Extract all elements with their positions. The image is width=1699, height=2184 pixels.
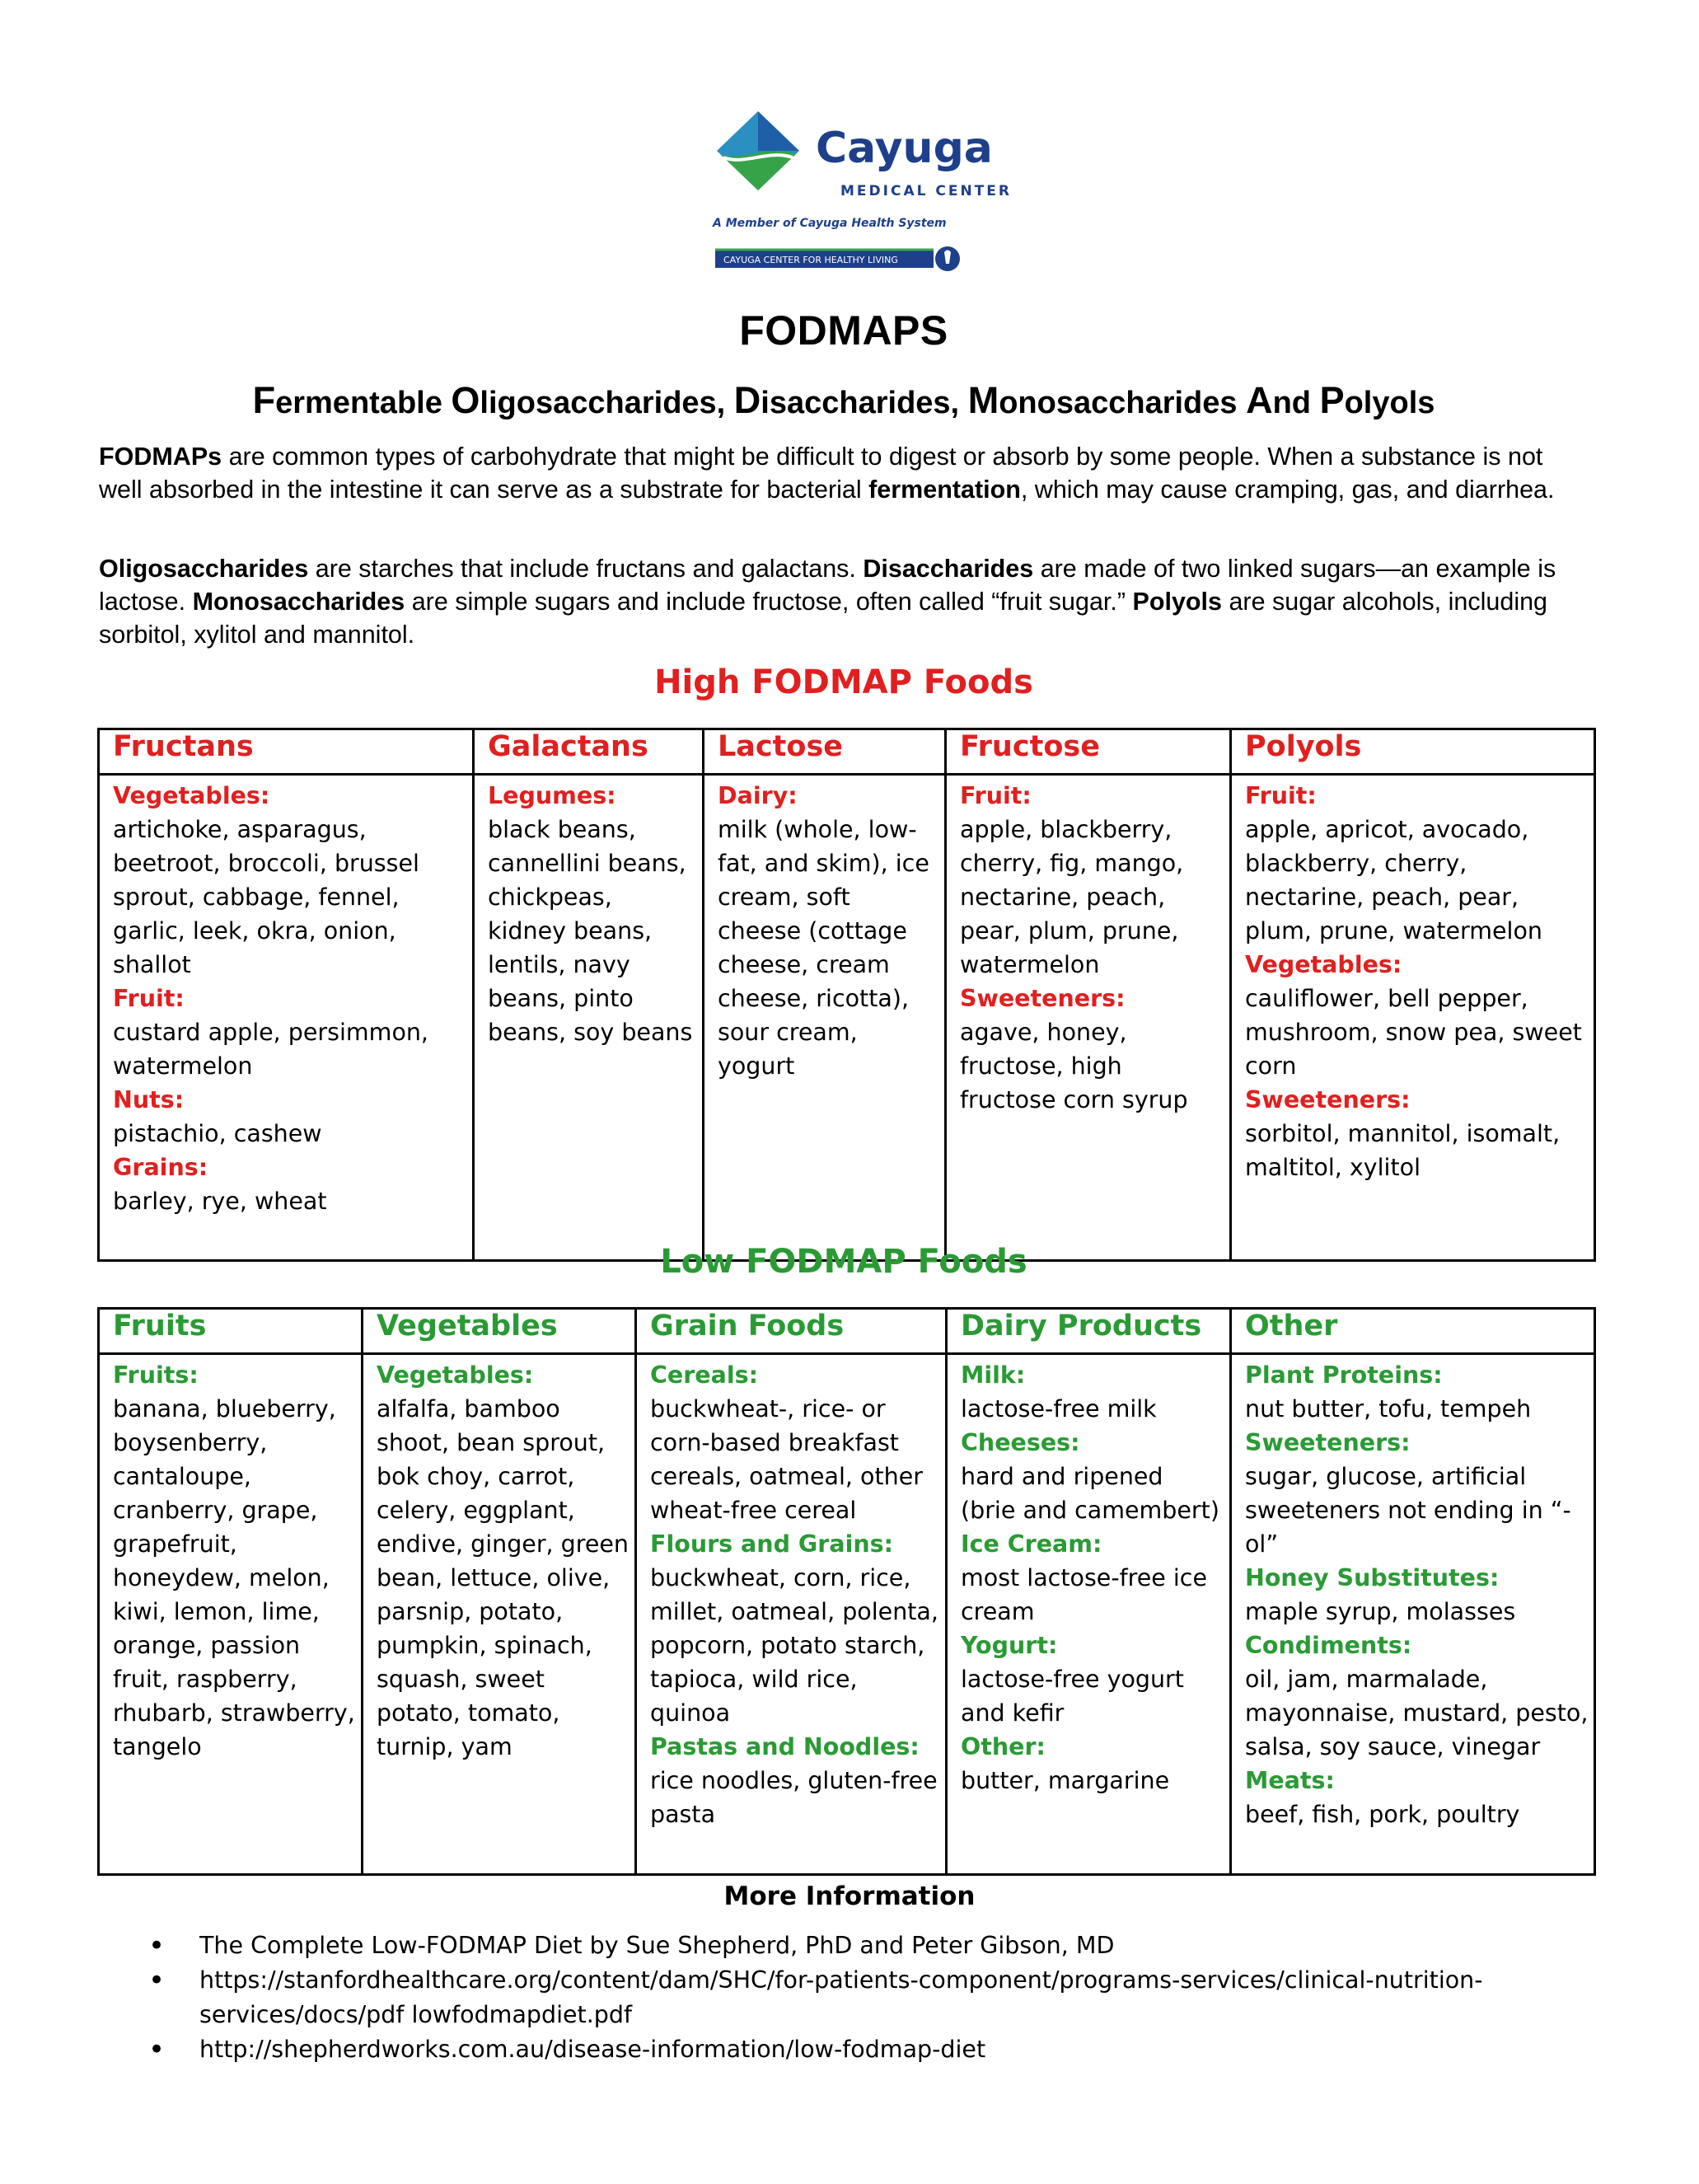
category-label: Fruits: [113, 1361, 199, 1389]
subtitle-text: onosaccharides [999, 386, 1247, 420]
category-items: lactose-free milk [961, 1395, 1157, 1422]
category-items: nut butter, tofu, tempeh [1245, 1395, 1532, 1422]
category-label: Legumes: [488, 782, 616, 809]
category-label: Fruit: [113, 985, 185, 1012]
category-items: barley, rye, wheat [113, 1188, 327, 1215]
category-label: Vegetables: [1245, 951, 1402, 978]
low-fodmap-table [97, 1307, 1596, 1876]
list-item: • The Complete Low-FODMAP Diet by Sue Shepherd, PhD and Peter Gibson, MD [148, 1929, 1516, 1963]
category-label: Nuts: [113, 1086, 185, 1113]
page-subtitle [0, 379, 1687, 422]
low-fodmap-heading: Low FODMAP Foods [660, 1243, 1027, 1281]
category-items: apple, blackberry, cherry, fig, mango, nectarine, peach, pear, plum, prune, watermelon [960, 816, 1184, 978]
term-bold: Monosaccharides [192, 588, 405, 616]
category-items: pistachio, cashew [113, 1120, 322, 1147]
subtitle-capital: M [967, 379, 999, 421]
paragraph-text: are common types of carbohydrate that might be difficult to digest or absorb by some people. When a substance is not well absorbed in the intestine it can serve as a substrate for bacterial [99, 443, 1543, 504]
column-header: Lactose [704, 729, 946, 775]
category-label: Fruit: [1245, 782, 1317, 809]
category-items: artichoke, asparagus, beetroot, broccoli, brussel sprout, cabbage, fennel, garlic, leek, okra, onion, shallot [113, 816, 419, 978]
category-items: hard and ripened (brie and camembert) [961, 1463, 1219, 1524]
subtitle-capital: P [1319, 379, 1345, 421]
category-items: oil, jam, marmalade, mayonnaise, mustard, pesto, salsa, soy sauce, vinegar [1245, 1666, 1589, 1760]
category-items: buckwheat, corn, rice, millet, oatmeal, polenta, popcorn, potato starch, tapioca, wild rice, quinoa [650, 1564, 938, 1727]
term-bold: Oligosaccharides [99, 555, 309, 583]
paragraph-text: are sugar alcohols, including sorbitol, xylitol and mannitol. [99, 588, 1548, 649]
subtitle-text: nd [1272, 386, 1320, 420]
category-label: Yogurt: [961, 1632, 1058, 1659]
column-header: Galactans [474, 729, 704, 775]
category-label: Sweeteners: [1245, 1429, 1411, 1456]
category-label: Pastas and Noodles: [650, 1733, 920, 1760]
category-label: Cereals: [650, 1361, 758, 1389]
category-items: sorbitol, mannitol, isomalt, maltitol, xylitol [1245, 1120, 1561, 1181]
table-cell [1231, 775, 1595, 1261]
category-label: Honey Substitutes: [1245, 1564, 1500, 1591]
table-cell [99, 1354, 363, 1875]
category-label: Meats: [1245, 1767, 1335, 1794]
category-label: Ice Cream: [961, 1530, 1102, 1558]
subtitle-text: ermentable [275, 386, 452, 420]
subtitle-capital: D [733, 379, 761, 421]
intro-paragraph-1 [99, 440, 1590, 506]
subtitle-capital: F [252, 379, 276, 421]
logo-banner: CAYUGA CENTER FOR HEALTHY LIVING [723, 255, 898, 265]
category-items: maple syrup, molasses [1245, 1598, 1516, 1625]
column-header: Fructose [946, 729, 1231, 775]
column-header: Grain Foods [636, 1309, 947, 1354]
logo-graphic [709, 103, 1012, 276]
table-cell [636, 1354, 947, 1875]
list-item: • https://stanfordhealthcare.org/content/dam/SHC/for-patients-component/programs-services/clinical-nutrition-services/docs/pdf lowfodmapdiet.pdf [148, 1963, 1516, 2032]
logo-member: A Member of Cayuga Health System [713, 217, 947, 230]
category-label: Vegetables: [377, 1361, 534, 1389]
more-info-heading: More Information [723, 1882, 976, 1911]
category-items: custard apple, persimmon, watermelon [113, 1019, 428, 1080]
logo-name: Cayuga [816, 124, 993, 173]
table-cell [947, 1354, 1231, 1875]
subtitle-text: isaccharides, [761, 386, 968, 420]
term-bold: Disaccharides [863, 555, 1034, 583]
column-header: Other [1231, 1309, 1595, 1354]
paragraph-text: are simple sugars and include fructose, often called “fruit sugar.” [405, 588, 1133, 616]
category-label: Milk: [961, 1361, 1026, 1389]
table-cell [99, 775, 474, 1261]
category-label: Vegetables: [113, 782, 270, 809]
column-header: Vegetables [363, 1309, 636, 1354]
category-label: Flours and Grains: [650, 1530, 893, 1558]
category-label: Sweeteners: [1245, 1086, 1411, 1113]
subtitle-capital: O [451, 379, 480, 421]
category-items: agave, honey, fructose, high fructose corn syrup [960, 1019, 1188, 1113]
category-label: Sweeteners: [960, 985, 1126, 1012]
table-cell [363, 1354, 636, 1875]
paragraph-text: are made of two linked sugars—an example is lactose. [99, 555, 1556, 616]
category-label: Condiments: [1245, 1632, 1412, 1659]
subtitle-text: ligosaccharides, [480, 386, 734, 420]
category-label: Cheeses: [961, 1429, 1080, 1456]
category-label: Fruit: [960, 782, 1032, 809]
page-title: FODMAPS [739, 307, 948, 354]
category-items: most lactose-free ice cream [961, 1564, 1207, 1625]
category-items: black beans, cannellini beans, chickpeas, kidney beans, lentils, navy beans, pinto beans, soy beans [488, 816, 693, 1046]
table-cell [1231, 1354, 1595, 1875]
term-bold: FODMAPs [99, 443, 222, 471]
term-bold: Polyols [1132, 588, 1222, 616]
column-header: Polyols [1231, 729, 1595, 775]
term-bold: fermentation [868, 476, 1021, 504]
category-label: Grains: [113, 1154, 208, 1181]
category-items: rice noodles, gluten-free pasta [650, 1767, 938, 1828]
logo-sub: MEDICAL CENTER [840, 183, 1012, 199]
column-header: Fruits [99, 1309, 363, 1354]
paragraph-text: are starches that include fructans and galactans. [308, 555, 864, 583]
high-fodmap-table [97, 728, 1596, 1262]
category-items: buckwheat-, rice- or corn-based breakfast cereals, oatmeal, other wheat-free cereal [650, 1395, 923, 1524]
category-items: sugar, glucose, artificial sweeteners not ending in “-ol” [1245, 1463, 1571, 1558]
category-items: alfalfa, bamboo shoot, bean sprout, bok choy, carrot, celery, eggplant, endive, ginger, green bean, lettuce, olive, parsnip, potato, pumpkin, spinach, squash, sweet potato, tomato, turnip, yam [377, 1395, 629, 1760]
paragraph-text: , which may cause cramping, gas, and diarrhea. [1020, 476, 1555, 504]
category-items: cauliflower, bell pepper, mushroom, snow pea, sweet corn [1245, 985, 1582, 1080]
category-items: butter, margarine [961, 1767, 1170, 1794]
list-item: • http://shepherdworks.com.au/disease-information/low-fodmap-diet [148, 2032, 1516, 2067]
category-label: Plant Proteins: [1245, 1361, 1443, 1389]
category-items: beef, fish, pork, poultry [1245, 1801, 1520, 1828]
column-header: Fructans [99, 729, 474, 775]
intro-paragraph-2 [99, 552, 1590, 651]
high-fodmap-heading: High FODMAP Foods [654, 663, 1033, 701]
table-cell [704, 775, 946, 1261]
category-label: Dairy: [718, 782, 798, 809]
cayuga-logo [709, 103, 1012, 276]
subtitle-capital: A [1246, 379, 1273, 421]
table-cell [474, 775, 704, 1261]
category-label: Other: [961, 1733, 1046, 1760]
more-info-list [148, 1929, 1516, 2067]
category-items: milk (whole, low-fat, and skim), ice cream, soft cheese (cottage cheese, cream cheese, ricotta), sour cream, yogurt [718, 816, 929, 1080]
table-cell [946, 775, 1231, 1261]
category-items: banana, blueberry, boysenberry, cantaloupe, cranberry, grape, grapefruit, honeydew, melon, kiwi, lemon, lime, orange, passion fruit, raspberry, rhubarb, strawberry, tangelo [113, 1395, 355, 1760]
column-header: Dairy Products [947, 1309, 1231, 1354]
category-items: lactose-free yogurt and kefir [961, 1666, 1184, 1727]
category-items: apple, apricot, avocado, blackberry, cherry, nectarine, peach, pear, plum, prune, watermelon [1245, 816, 1542, 944]
subtitle-text: olyols [1344, 386, 1435, 420]
